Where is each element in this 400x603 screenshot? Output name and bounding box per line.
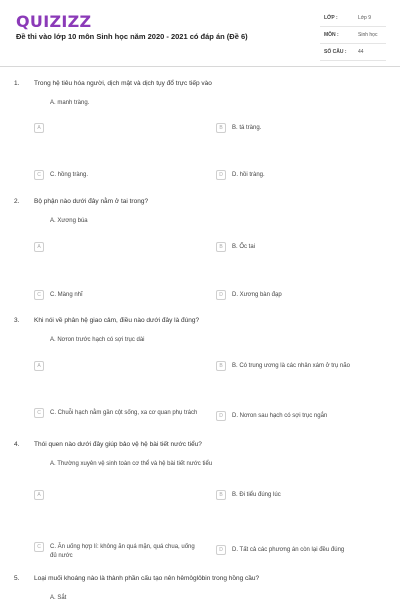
meta-subject-row xyxy=(320,30,386,44)
question-text: Khi nói về phân hệ giao cảm, điều nào dưới đây là đúng? xyxy=(34,317,200,324)
question-number: 4. xyxy=(14,441,20,448)
meta-count-row xyxy=(320,47,386,61)
option-box: B xyxy=(216,123,226,133)
question-answer: A. Xương búa xyxy=(50,218,88,224)
question-answer: A. Nơron trước hạch có sợi trục dài xyxy=(50,337,145,343)
option-box: A xyxy=(34,490,44,500)
meta-class-label: LỚP : xyxy=(324,15,338,21)
question-number: 3. xyxy=(14,317,20,324)
header-divider xyxy=(0,66,400,67)
option-box: C xyxy=(34,170,44,180)
option-text: B. Có trung ương là các nhân xám ở trụ não xyxy=(232,363,350,369)
quizizz-logo: QUIZIZZ xyxy=(16,12,92,31)
option-text: C. Chuỗi hạch nằm gần cột sống, xa cơ quan phụ trách xyxy=(50,410,198,416)
option-box: A xyxy=(34,123,44,133)
question-answer: A. Sắt xyxy=(50,595,67,601)
option-box: C xyxy=(34,408,44,418)
question-text: Trong hệ tiêu hóa người, dịch mật và dịch tụy đổ trực tiếp vào xyxy=(34,80,212,87)
option-text: C. Màng nhĩ xyxy=(50,292,83,298)
option-box: B xyxy=(216,490,226,500)
option-box: D xyxy=(216,545,226,555)
question-text: Bộ phận nào dưới đây nằm ở tai trong? xyxy=(34,198,149,205)
option-text: C. Ăn uống hợp lí: không ăn quá mặn, quá chua, uống đủ nước xyxy=(50,544,195,559)
question-number: 2. xyxy=(14,198,20,205)
meta-panel xyxy=(320,13,386,64)
option-text: B. Ốc tai xyxy=(232,244,256,250)
option-box: A xyxy=(34,361,44,371)
option-box: C xyxy=(34,290,44,300)
option-box: D xyxy=(216,411,226,421)
meta-class-row xyxy=(320,13,386,27)
option-text: D. Tất cả các phương án còn lại đều đúng xyxy=(232,547,345,553)
meta-subject-label: MÔN : xyxy=(324,32,339,38)
question-text: Loại muối khoáng nào là thành phần cấu tạo nên hêmôglôbin trong hồng cầu? xyxy=(34,575,260,582)
meta-class-value: Lớp 9 xyxy=(358,15,372,21)
meta-count-value: 44 xyxy=(358,49,364,55)
meta-count-label: SỐ CÂU : xyxy=(324,49,347,55)
option-box: B xyxy=(216,361,226,371)
question-number: 1. xyxy=(14,80,20,87)
option-box: B xyxy=(216,242,226,252)
option-box: A xyxy=(34,242,44,252)
question-number: 5. xyxy=(14,575,20,582)
option-box: D xyxy=(216,170,226,180)
option-text: D. Xương bàn đạp xyxy=(232,292,282,298)
document-title: Đề thi vào lớp 10 môn Sinh học năm 2020 - 2021 có đáp án (Đề 6) xyxy=(16,32,248,41)
question-answer: A. Thường xuyên vệ sinh toàn cơ thể và hệ bài tiết nước tiểu xyxy=(50,461,213,467)
option-text: C. hồng tràng. xyxy=(50,172,89,178)
option-box: C xyxy=(34,542,44,552)
question-text: Thói quen nào dưới đây giúp bảo vệ hệ bài tiết nước tiểu? xyxy=(34,441,202,448)
option-box: D xyxy=(216,290,226,300)
option-text: B. tá tràng. xyxy=(232,125,262,131)
option-text: D. hồi tràng. xyxy=(232,172,265,178)
option-text: B. Đi tiểu đúng lúc xyxy=(232,492,281,498)
question-answer: A. manh tràng. xyxy=(50,100,90,106)
meta-subject-value: Sinh học xyxy=(358,32,378,38)
option-text: D. Nơron sau hạch có sợi trục ngắn xyxy=(232,413,328,419)
